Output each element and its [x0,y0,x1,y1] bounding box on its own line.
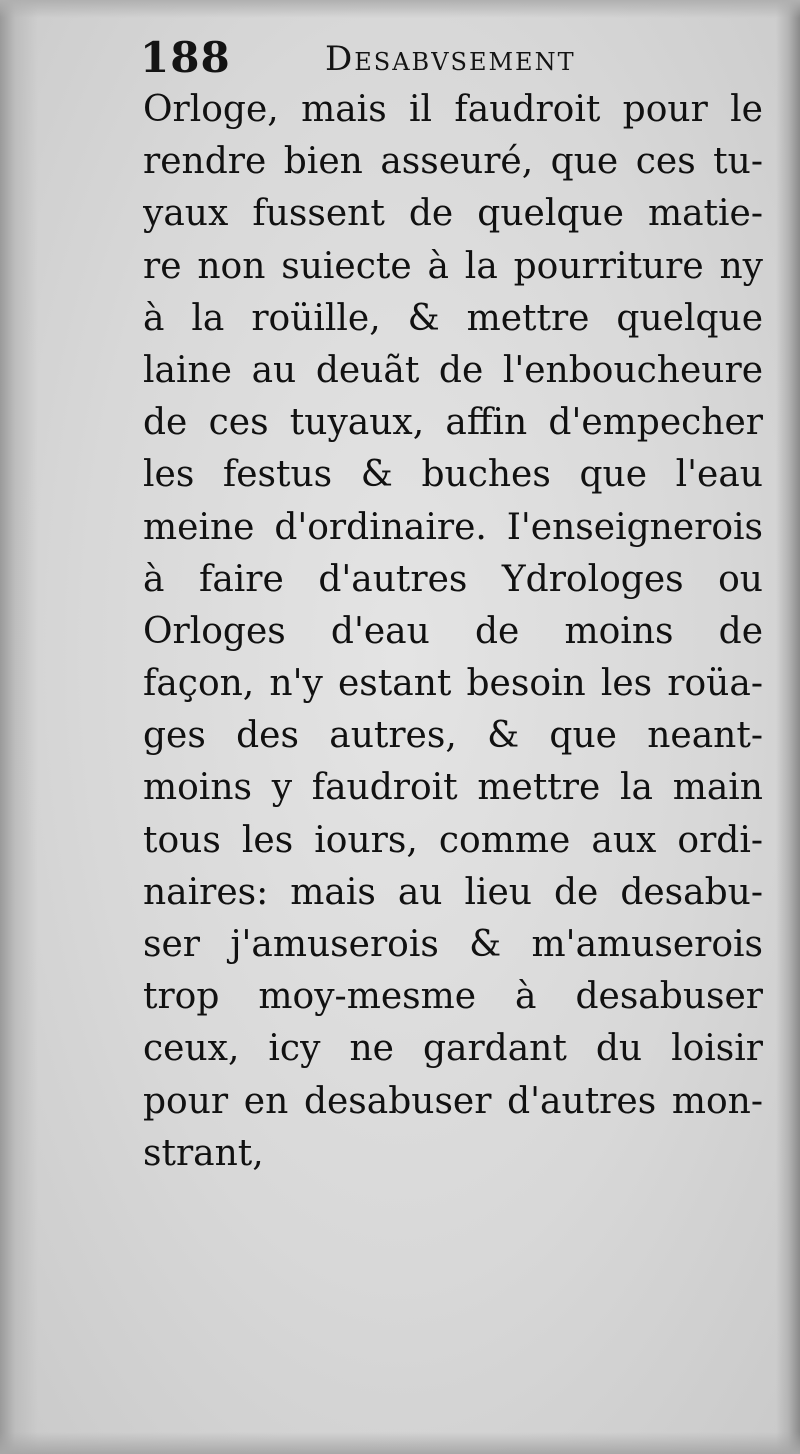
text-line: ceux, icy ne gardant du loisir [143,1028,763,1070]
bottom-edge-shadow [0,1432,800,1454]
text-line: les festus & buches que l'eau [143,454,763,496]
body-text [143,84,763,1180]
text-line: ges des autres, & que neant- [143,715,763,757]
text-line: à faire d'autres Ydrologes ou [143,558,763,600]
text-line: pour en desabuser d'autres mon- [143,1080,763,1122]
text-line: naires: mais au lieu de desabu- [143,871,763,913]
text-line: strant, [143,1132,264,1174]
text-line: Orloge, mais il faudroit pour le [143,89,763,130]
text-line: tous les iours, comme aux ordi- [143,819,763,861]
text-line: façon, n'y estant besoin les roüa- [143,663,763,705]
page-number: 188 [140,33,231,82]
text-line: re non suiecte à la pourriture ny [143,245,763,287]
running-head [140,30,760,86]
text-line: à la roüille, & mettre quelque [143,297,763,339]
text-line: rendre bien asseuré, que ces tu- [143,141,763,183]
text-line: Orloges d'eau de moins de [143,610,763,652]
text-line: de ces tuyaux, affin d'empecher [143,402,763,444]
text-line: yaux fussent de quelque matie- [143,193,763,235]
text-line: laine au deuãt de l'enboucheure [143,349,763,391]
page-edge-shadow [776,0,800,1454]
text-line: moins y faudroit mettre la main [143,767,763,809]
text-line: meine d'ordinaire. I'enseignerois [143,506,763,548]
running-title: Desabvsement [325,39,576,79]
binding-shadow [0,0,38,1454]
top-edge-shadow [0,0,800,18]
text-line: ser j'amuserois & m'amuserois [143,924,763,965]
text-line: trop moy-mesme à desabuser [143,976,763,1018]
